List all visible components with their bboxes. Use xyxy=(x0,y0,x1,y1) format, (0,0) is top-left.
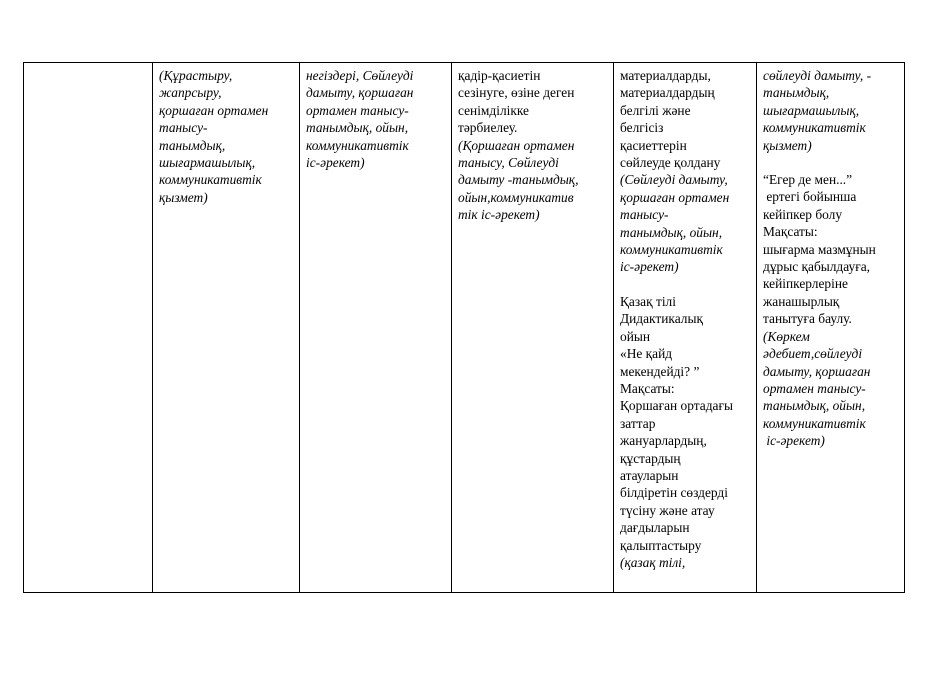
col6-activity-types: сөйлеуді дамыту, - танымдық, шығармашылық, коммуникативтік қызмет) xyxy=(763,68,872,153)
cell-col1 xyxy=(24,63,153,593)
col6-activity-types-2: (Көркем әдебиет,сөйлеуді дамыту, қоршаған ортамен танысу- танымдық, ойын, коммуникативтік іс-әрекет) xyxy=(763,328,871,449)
col2-activity-types: (Құрастыру, жапрсыру, қоршаған ортамен танысу- танымдық, шығармашылық, коммуникативтік қызмет) xyxy=(159,68,269,205)
cell-col6 xyxy=(757,63,905,593)
cell-col5 xyxy=(614,63,757,593)
col6-tale-description: “Егер де мен...” ертегі бойынша кейіпкер болу Мақсаты: шығарма мазмұнын дұрыс қабылдауға, кейіпкерлеріне жанашырлық танытуға баулу. xyxy=(763,172,876,327)
plan-table xyxy=(23,62,905,593)
cell-col2 xyxy=(153,63,300,593)
cell-col3 xyxy=(300,63,452,593)
col5-activity-types: (Сөйлеуді дамыту, қоршаған ортамен танысу- танымдық, ойын, коммуникативтік іс-әрекет) xyxy=(620,172,730,275)
col5-activity-types-2: (қазақ тілі, xyxy=(620,554,686,570)
col3-activity-types: негіздері, Сөйлеуді дамыту, қоршаған ортамен танысу- танымдық, ойын, коммуникативтік іс-әрекет) xyxy=(306,68,414,171)
col4-goal-text: қадір-қасиетін сезінуге, өзіне деген сенімділікке тәрбиелеу. xyxy=(458,68,575,136)
col5-goal-text: материалдарды, материалдардың белгілі және белгісіз қасиеттерін сөйлеуде қолдану xyxy=(620,68,721,171)
table-row xyxy=(24,63,905,593)
col4-activity-types: (Қоршаған ортамен танысу, Сөйлеуді дамыту -танымдық, ойын,коммуникатив тік іс-әрекет) xyxy=(458,137,579,223)
col5-game-description: Қазақ тілі Дидактикалық ойын «Не қайд мекендейді? ” Мақсаты: Қоршаған ортадағы заттар жануарлардың, құстардың атауларын білдіретін сөздерді түсіну және атау дағдыларын қалыптастыру xyxy=(620,293,733,553)
cell-col4 xyxy=(452,63,614,593)
